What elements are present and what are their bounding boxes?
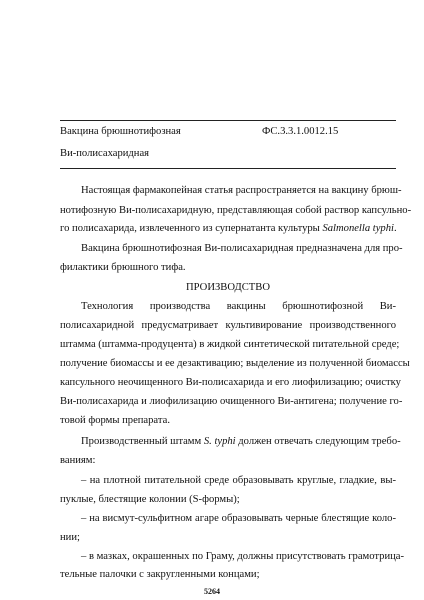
strain-name: S. typhi — [203, 436, 236, 447]
bullet-2-line-1: – на висмут-сульфитном агаре образовывать черные блестящие коло- — [81, 513, 396, 524]
bullet-3-line-2: тельные палочки с закругленными концами; — [60, 569, 260, 580]
section-heading: ПРОИЗВОДСТВО — [186, 282, 270, 293]
paragraph-3-line-6: Ви-полисахарида и лиофилизацию очищенного Ви-антигена; получение го- — [60, 396, 403, 407]
organism-name: Salmonella typhi — [322, 223, 394, 234]
monograph-title-line2: Ви-полисахаридная — [60, 148, 150, 159]
paragraph-2-line-1: Вакцина брюшнотифозная Ви-полисахаридная предназначена для про- — [81, 243, 403, 254]
paragraph-1-line-2: нотифозную Ви-полисахаридную, представляющая собой раствор капсульно- — [60, 205, 412, 216]
paragraph-1-line-3 — [60, 222, 397, 235]
paragraph-2-line-2: филактики брюшного тифа. — [60, 262, 186, 273]
header-bottom-rule — [60, 168, 396, 169]
paragraph-3-line-1: Технология производства вакцины брюшнотифозной Ви- — [81, 301, 396, 312]
bullet-3-line-1: – в мазках, окрашенных по Граму, должны присутствовать грамотрица- — [81, 551, 405, 562]
paragraph-3-line-7: товой формы препарата. — [60, 415, 170, 426]
bullet-1-line-1: – на плотной питательной среде образовывать круглые, гладкие, вы- — [81, 475, 396, 486]
header-top-rule — [60, 120, 396, 121]
paragraph-1-end: . — [393, 223, 397, 234]
bullet-1-line-2: пуклые, блестящие колонии (S-формы); — [60, 494, 240, 505]
paragraph-1-line-1: Настоящая фармакопейная статья распространяется на вакцину брюш- — [81, 185, 402, 196]
page-number: 5264 — [204, 587, 220, 596]
paragraph-3-line-4: получение биомассы и ее дезактивацию; выделение из полученной биомассы — [60, 358, 410, 369]
paragraph-4-line-1 — [81, 435, 401, 448]
paragraph-4-line-2: ваниям: — [60, 455, 96, 466]
paragraph-1-text: го полисахарида, извлеченного из супернатанта культуры — [60, 223, 323, 234]
monograph-title-line1: Вакцина брюшнотифозная — [60, 126, 181, 137]
paragraph-4-cont: должен отвечать следующим требо- — [235, 436, 401, 447]
paragraph-3-line-5: капсульного неочищенного Ви-полисахарида и его лиофилизацию; очистку — [60, 377, 401, 388]
paragraph-3-line-3: штамма (штамма-продуцента) в жидкой синтетической питательной среде; — [60, 339, 400, 350]
monograph-code: ФС.3.3.1.0012.15 — [262, 126, 339, 137]
bullet-2-line-2: нии; — [60, 532, 80, 543]
paragraph-3-line-2: полисахаридной предусматривает культивирование производственного — [60, 320, 396, 331]
paragraph-4-text: Производственный штамм — [81, 436, 204, 447]
